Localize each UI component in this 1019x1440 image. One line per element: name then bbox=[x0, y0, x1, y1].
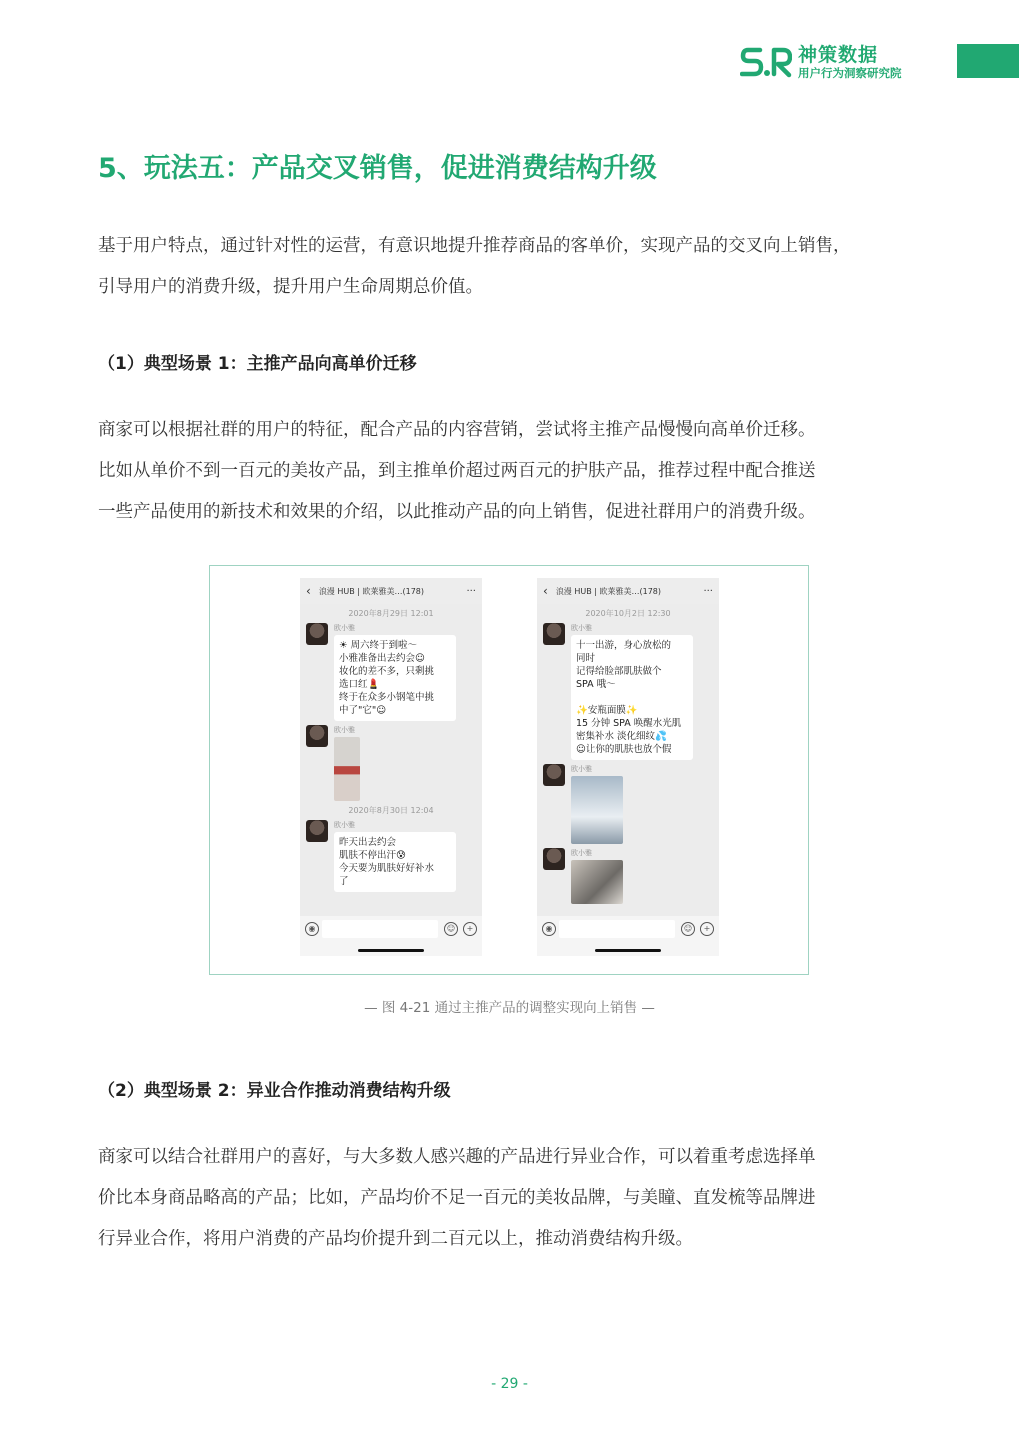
message-input bbox=[559, 920, 675, 938]
sender-name: 欧小雅 bbox=[334, 726, 355, 734]
section-title: 5、玩法五：产品交叉销售，促进消费结构升级 bbox=[98, 153, 657, 184]
chat-message bbox=[306, 623, 476, 721]
plus-icon: + bbox=[463, 922, 477, 936]
bubble-line: 记得给脸部肌肤做个 bbox=[576, 666, 662, 677]
chat-message bbox=[543, 764, 713, 844]
sender-name: 欧小雅 bbox=[571, 849, 592, 857]
intro-paragraph bbox=[98, 226, 928, 308]
chat-title: 浪漫 HUB | 欧莱雅美…(178) bbox=[555, 586, 662, 596]
avatar bbox=[543, 623, 565, 645]
chat-message bbox=[543, 623, 713, 760]
bubble-line: SPA 哦～ bbox=[576, 679, 616, 690]
scene-2-paragraph bbox=[98, 1137, 928, 1260]
product-photo bbox=[571, 776, 623, 844]
paragraph-line: 商家可以结合社群用户的喜好，与大多数人感兴趣的产品进行异业合作，可以着重考虑选择单 bbox=[98, 1147, 816, 1167]
chat-message bbox=[306, 725, 476, 801]
bubble-line: 选口红💄 bbox=[339, 679, 380, 690]
back-arrow-icon: ‹ bbox=[543, 584, 548, 598]
chat-input-bar bbox=[537, 916, 719, 956]
home-indicator bbox=[358, 949, 424, 952]
chat-header bbox=[300, 578, 482, 604]
bubble-line: 十一出游，身心放松的 bbox=[576, 640, 672, 651]
logo-subtitle: 用户行为洞察研究院 bbox=[798, 66, 902, 80]
sr-logo-icon bbox=[740, 44, 792, 80]
sender-name: 欧小雅 bbox=[571, 624, 592, 632]
bubble-line: 小雅准备出去约会☺ bbox=[339, 653, 425, 664]
lipstick-photo bbox=[334, 737, 360, 801]
avatar bbox=[306, 623, 328, 645]
bubble-line: 密集补水 淡化细纹💦 bbox=[576, 731, 667, 742]
home-indicator bbox=[595, 949, 661, 952]
avatar bbox=[543, 764, 565, 786]
subheading-scene-1: （1）典型场景 1：主推产品向高单价迁移 bbox=[98, 354, 417, 374]
bubble-line: 终于在众多小钢笔中挑 bbox=[339, 692, 435, 703]
bubble-line: 肌肤不停出汗😰 bbox=[339, 850, 406, 861]
message-input bbox=[322, 920, 438, 938]
emoji-icon: ☺ bbox=[681, 922, 695, 936]
chat-timestamp: 2020年10月2日 12:30 bbox=[585, 609, 671, 618]
bubble-line: 同时 bbox=[576, 653, 596, 664]
avatar bbox=[306, 820, 328, 842]
voice-icon: ◉ bbox=[542, 922, 556, 936]
bubble-line: 15 分钟 SPA 唤醒水光肌 bbox=[576, 718, 682, 729]
product-photo bbox=[571, 860, 623, 904]
more-icon: ··· bbox=[703, 585, 713, 597]
paragraph-line: 一些产品使用的新技术和效果的介绍，以此推动产品的向上销售，促进社群用户的消费升级。 bbox=[98, 502, 816, 522]
bubble-line: 中了"它"☺ bbox=[339, 705, 387, 716]
bubble-line: 昨天出去约会 bbox=[339, 837, 397, 848]
bubble-line: 妆化的差不多，只剩挑 bbox=[339, 666, 435, 677]
chat-title: 浪漫 HUB | 欧莱雅美…(178) bbox=[318, 586, 425, 596]
chat-input-bar bbox=[300, 916, 482, 956]
voice-icon: ◉ bbox=[305, 922, 319, 936]
avatar bbox=[543, 848, 565, 870]
bubble-line: 今天要为肌肤好好补水 bbox=[339, 863, 435, 874]
bubble-line: 了 bbox=[339, 876, 349, 887]
bubble-line: ☀ 周六终于到啦～ bbox=[339, 640, 418, 651]
message-bubble bbox=[334, 635, 456, 721]
paragraph-line: 商家可以根据社群的用户的特征，配合产品的内容营销，尝试将主推产品慢慢向高单价迁移。 bbox=[98, 420, 816, 440]
intro-line: 基于用户特点，通过针对性的运营，有意识地提升推荐商品的客单价，实现产品的交叉向上销售， bbox=[98, 236, 851, 256]
chat-timestamp: 2020年8月29日 12:01 bbox=[348, 609, 434, 618]
emoji-icon: ☺ bbox=[444, 922, 458, 936]
plus-icon: + bbox=[700, 922, 714, 936]
more-icon: ··· bbox=[466, 585, 476, 597]
message-bubble bbox=[571, 635, 693, 760]
bubble-line: ☺让你的肌肤也放个假 bbox=[576, 744, 672, 755]
paragraph-line: 价比本身商品略高的产品；比如，产品均价不足一百元的美妆品牌，与美瞳、直发梳等品牌进 bbox=[98, 1188, 816, 1208]
avatar bbox=[306, 725, 328, 747]
bubble-spacer bbox=[576, 691, 688, 704]
page-number: - 29 - bbox=[491, 1376, 528, 1392]
subheading-scene-2: （2）典型场景 2：异业合作推动消费结构升级 bbox=[98, 1081, 451, 1101]
chat-screenshot-2 bbox=[537, 578, 719, 956]
sender-name: 欧小雅 bbox=[334, 821, 355, 829]
intro-line: 引导用户的消费升级，提升用户生命周期总价值。 bbox=[98, 277, 483, 297]
figure-caption: — 图 4-21 通过主推产品的调整实现向上销售 — bbox=[364, 1000, 655, 1016]
scene-1-paragraph bbox=[98, 410, 928, 533]
figure-chat-screenshots bbox=[209, 565, 809, 975]
chat-timestamp: 2020年8月30日 12:04 bbox=[348, 806, 434, 815]
back-arrow-icon: ‹ bbox=[306, 584, 311, 598]
sender-name: 欧小雅 bbox=[571, 765, 592, 773]
sender-name: 欧小雅 bbox=[334, 624, 355, 632]
logo-name: 神策数据 bbox=[798, 44, 879, 66]
paragraph-line: 行异业合作，将用户消费的产品均价提升到二百元以上，推动消费结构升级。 bbox=[98, 1229, 693, 1249]
paragraph-line: 比如从单价不到一百元的美妆产品，到主推单价超过两百元的护肤产品，推荐过程中配合推送 bbox=[98, 461, 816, 481]
header-accent-block bbox=[957, 44, 1019, 78]
message-bubble bbox=[334, 832, 456, 892]
chat-message bbox=[306, 820, 476, 892]
chat-message bbox=[543, 848, 713, 904]
chat-header bbox=[537, 578, 719, 604]
bubble-line: ✨安瓶面膜✨ bbox=[576, 705, 638, 716]
chat-screenshot-1 bbox=[300, 578, 482, 956]
brand-logo bbox=[740, 44, 902, 80]
